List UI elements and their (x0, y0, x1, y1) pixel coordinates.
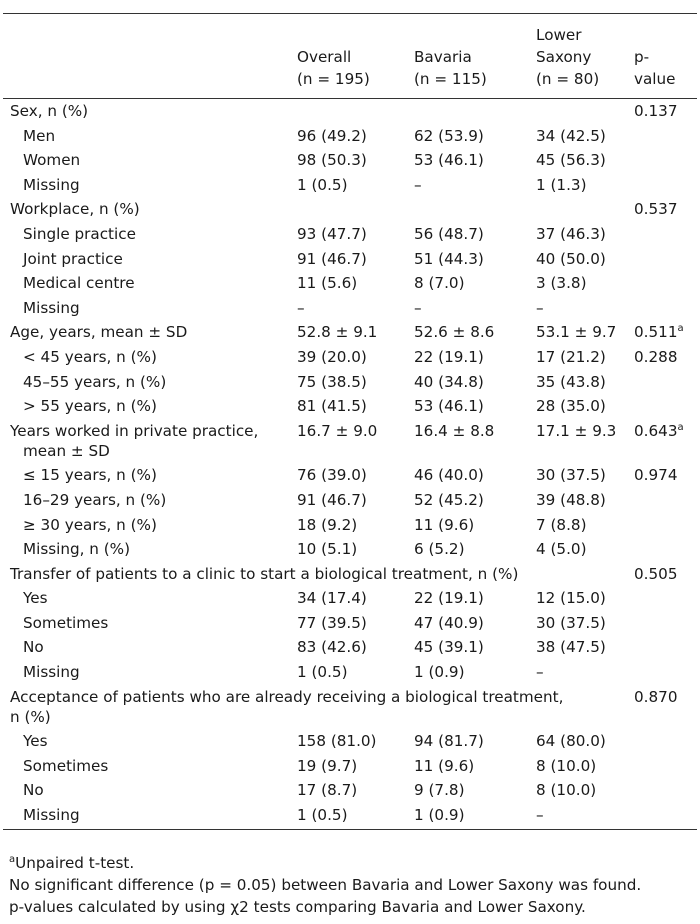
header-label-col (3, 14, 297, 99)
cell-overall: 17 (8.7) (297, 781, 358, 800)
cell-overall: 19 (9.7) (297, 756, 358, 775)
header-overall: Overall (n = 195) (297, 14, 414, 99)
cell-p-value (634, 394, 697, 419)
cell-p-value (634, 222, 697, 247)
cell-bavaria: 45 (39.1) (414, 638, 484, 657)
cell-bavaria: 52 (45.2) (414, 490, 484, 509)
row-label: Yes (23, 589, 48, 608)
table-row (3, 463, 697, 488)
cell-overall (297, 197, 414, 222)
row-label: Acceptance of patients who are already receiving a biological treatment, n (%) (10, 687, 564, 726)
cell-p-value (634, 148, 697, 173)
table-row (3, 99, 697, 124)
table-row (3, 611, 697, 636)
row-label: Women (23, 151, 81, 170)
cell-bavaria: 51 (44.3) (414, 249, 484, 268)
row-label: ≤ 15 years, n (%) (23, 466, 157, 485)
cell-overall: 83 (42.6) (297, 638, 367, 657)
cell-overall: 158 (81.0) (297, 732, 377, 751)
cell-p-value (634, 611, 697, 636)
cell-lower-saxony: 3 (3.8) (536, 274, 587, 293)
cell-lower-saxony: 28 (35.0) (536, 397, 606, 416)
cell-overall: 52.8 ± 9.1 (297, 323, 378, 342)
cell-bavaria: 22 (19.1) (414, 347, 484, 366)
cell-overall: 1 (0.5) (297, 663, 348, 682)
cell-overall: 34 (17.4) (297, 589, 367, 608)
cell-p-value (634, 803, 697, 830)
table-row (3, 345, 697, 370)
row-label: Workplace, n (%) (10, 200, 140, 219)
cell-bavaria: 1 (0.9) (414, 663, 465, 682)
row-label: 16–29 years, n (%) (23, 490, 167, 509)
cell-overall: 10 (5.1) (297, 540, 358, 559)
row-label: Single practice (23, 224, 136, 243)
table-row (3, 660, 697, 685)
table-row (3, 635, 697, 660)
cell-overall: 39 (20.0) (297, 347, 367, 366)
cell-p-value (634, 778, 697, 803)
table-row (3, 148, 697, 173)
cell-p-value (634, 271, 697, 296)
cell-p-value (634, 586, 697, 611)
row-label: Sometimes (23, 613, 109, 632)
cell-bavaria: 6 (5.2) (414, 540, 465, 559)
cell-p-value (634, 173, 697, 198)
cell-lower-saxony: 4 (5.0) (536, 540, 587, 559)
table-row (3, 537, 697, 562)
cell-p-value: 0.505 (634, 564, 678, 583)
row-label: ≥ 30 years, n (%) (23, 515, 157, 534)
cell-bavaria: 9 (7.8) (414, 781, 465, 800)
table-row (3, 124, 697, 149)
table-row (3, 222, 697, 247)
table-row (3, 562, 697, 587)
table-row (3, 173, 697, 198)
table-row (3, 488, 697, 513)
row-label: Missing (23, 175, 80, 194)
cell-overall: – (297, 298, 305, 317)
row-label: < 45 years, n (%) (23, 347, 157, 366)
cell-overall: 91 (46.7) (297, 490, 367, 509)
cell-lower-saxony: 39 (48.8) (536, 490, 606, 509)
cell-bavaria: 46 (40.0) (414, 466, 484, 485)
row-label: Missing (3, 803, 297, 830)
row-label: Men (23, 126, 56, 145)
row-label: No (23, 638, 44, 657)
table-row (3, 513, 697, 538)
header-lower-saxony: Lower Saxony (n = 80) (536, 14, 634, 99)
row-label: Transfer of patients to a clinic to start a biological treatment, n (%) (10, 564, 519, 583)
table-row (3, 296, 697, 321)
cell-lower-saxony: – (536, 663, 544, 682)
cell-p-value: 0.643$^a$ (634, 421, 684, 440)
cell-overall: 75 (38.5) (297, 372, 367, 391)
header-bavaria: Bavaria (n = 115) (414, 14, 536, 99)
cell-overall: 18 (9.2) (297, 515, 358, 534)
cell-p-value: 0.511$^a$ (634, 323, 684, 342)
row-label: Missing, n (%) (23, 540, 131, 559)
cell-bavaria: 53 (46.1) (414, 151, 484, 170)
footnotes (9, 852, 699, 918)
table-row (3, 685, 697, 730)
cell-overall: 98 (50.3) (297, 151, 367, 170)
table-row (3, 803, 697, 830)
cell-lower-saxony: 8 (10.0) (536, 756, 597, 775)
table-row (3, 754, 697, 779)
footnote-a: $^a$Unpaired t-test. (9, 853, 135, 872)
cell-overall: 93 (47.7) (297, 224, 367, 243)
cell-lower-saxony (536, 197, 634, 222)
cell-overall: 91 (46.7) (297, 249, 367, 268)
row-label: 45–55 years, n (%) (23, 372, 167, 391)
table-row (3, 778, 697, 803)
row-label: Years worked in private practice, mean ± SD (10, 421, 259, 460)
cell-lower-saxony: 7 (8.8) (536, 515, 587, 534)
cell-lower-saxony: 53.1 ± 9.7 (536, 323, 617, 342)
cell-p-value: 0.537 (634, 200, 678, 219)
table-row (3, 247, 697, 272)
cell-lower-saxony: 1 (1.3) (536, 175, 587, 194)
cell-lower-saxony: 12 (15.0) (536, 589, 606, 608)
cell-overall: 81 (41.5) (297, 397, 367, 416)
data-table (3, 13, 697, 830)
cell-lower-saxony: 37 (46.3) (536, 224, 606, 243)
cell-lower-saxony: 34 (42.5) (536, 126, 606, 145)
cell-bavaria: 52.6 ± 8.6 (414, 323, 495, 342)
table-row (3, 370, 697, 395)
cell-p-value (634, 754, 697, 779)
cell-bavaria: 11 (9.6) (414, 756, 475, 775)
row-label: Missing (23, 298, 80, 317)
cell-p-value (634, 296, 697, 321)
cell-lower-saxony: 64 (80.0) (536, 732, 606, 751)
row-label: No (23, 781, 44, 800)
cell-p-value: 0.870 (634, 687, 678, 706)
cell-p-value (634, 124, 697, 149)
table-row (3, 729, 697, 754)
cell-lower-saxony: – (536, 298, 544, 317)
cell-lower-saxony (536, 99, 634, 124)
header-row (3, 14, 697, 99)
cell-overall: 96 (49.2) (297, 126, 367, 145)
cell-p-value: 0.137 (634, 102, 678, 120)
cell-p-value (634, 488, 697, 513)
footnote-chi-square: p-values calculated by using χ2 tests comparing Bavaria and Lower Saxony. (9, 898, 586, 916)
cell-overall: 76 (39.0) (297, 466, 367, 485)
cell-bavaria: 40 (34.8) (414, 372, 484, 391)
table-body (3, 99, 697, 830)
table-row (3, 271, 697, 296)
cell-overall: 1 (0.5) (297, 803, 414, 830)
cell-lower-saxony: 45 (56.3) (536, 151, 606, 170)
cell-p-value (634, 537, 697, 562)
cell-p-value: 0.974 (634, 466, 678, 485)
cell-bavaria: 1 (0.9) (414, 803, 536, 830)
cell-p-value: 0.288 (634, 347, 678, 366)
table-row (3, 394, 697, 419)
header-p-value: p- value (634, 14, 697, 99)
cell-bavaria (414, 99, 536, 124)
cell-overall: 1 (0.5) (297, 175, 348, 194)
row-label: Missing (23, 663, 80, 682)
cell-p-value (634, 635, 697, 660)
row-label: Sex, n (%) (10, 102, 89, 120)
cell-overall (297, 99, 414, 124)
row-label: Sometimes (23, 756, 109, 775)
cell-bavaria: 94 (81.7) (414, 732, 484, 751)
cell-lower-saxony: 40 (50.0) (536, 249, 606, 268)
cell-p-value (634, 370, 697, 395)
row-label: Medical centre (23, 274, 135, 293)
cell-lower-saxony: 30 (37.5) (536, 466, 606, 485)
cell-p-value (634, 513, 697, 538)
cell-bavaria: 11 (9.6) (414, 515, 475, 534)
cell-bavaria: 16.4 ± 8.8 (414, 421, 495, 440)
cell-overall: 11 (5.6) (297, 274, 358, 293)
cell-bavaria (414, 197, 536, 222)
cell-lower-saxony: 30 (37.5) (536, 613, 606, 632)
footnote-marker: a (677, 421, 684, 433)
cell-p-value (634, 660, 697, 685)
cell-lower-saxony: 8 (10.0) (536, 781, 597, 800)
cell-p-value (634, 729, 697, 754)
cell-overall: 77 (39.5) (297, 613, 367, 632)
cell-bavaria: 53 (46.1) (414, 397, 484, 416)
table-row (3, 320, 697, 345)
row-label: > 55 years, n (%) (23, 397, 157, 416)
footnote-significance: No significant difference (p = 0.05) between Bavaria and Lower Saxony was found. (9, 876, 642, 894)
cell-lower-saxony: 17 (21.2) (536, 347, 606, 366)
table-row (3, 419, 697, 464)
table-row (3, 197, 697, 222)
cell-bavaria: 62 (53.9) (414, 126, 484, 145)
cell-bavaria: 22 (19.1) (414, 589, 484, 608)
cell-lower-saxony: 38 (47.5) (536, 638, 606, 657)
table-row (3, 586, 697, 611)
cell-lower-saxony: – (536, 803, 634, 830)
footnote-marker: a (677, 323, 684, 335)
cell-bavaria: 8 (7.0) (414, 274, 465, 293)
row-label: Age, years, mean ± SD (10, 323, 188, 342)
cell-bavaria: 47 (40.9) (414, 613, 484, 632)
cell-overall: 16.7 ± 9.0 (297, 421, 378, 440)
cell-lower-saxony: 17.1 ± 9.3 (536, 421, 617, 440)
row-label: Yes (23, 732, 48, 751)
cell-bavaria: – (414, 298, 422, 317)
cell-lower-saxony: 35 (43.8) (536, 372, 606, 391)
cell-bavaria: 56 (48.7) (414, 224, 484, 243)
cell-bavaria: – (414, 175, 422, 194)
row-label: Joint practice (23, 249, 123, 268)
cell-p-value (634, 247, 697, 272)
